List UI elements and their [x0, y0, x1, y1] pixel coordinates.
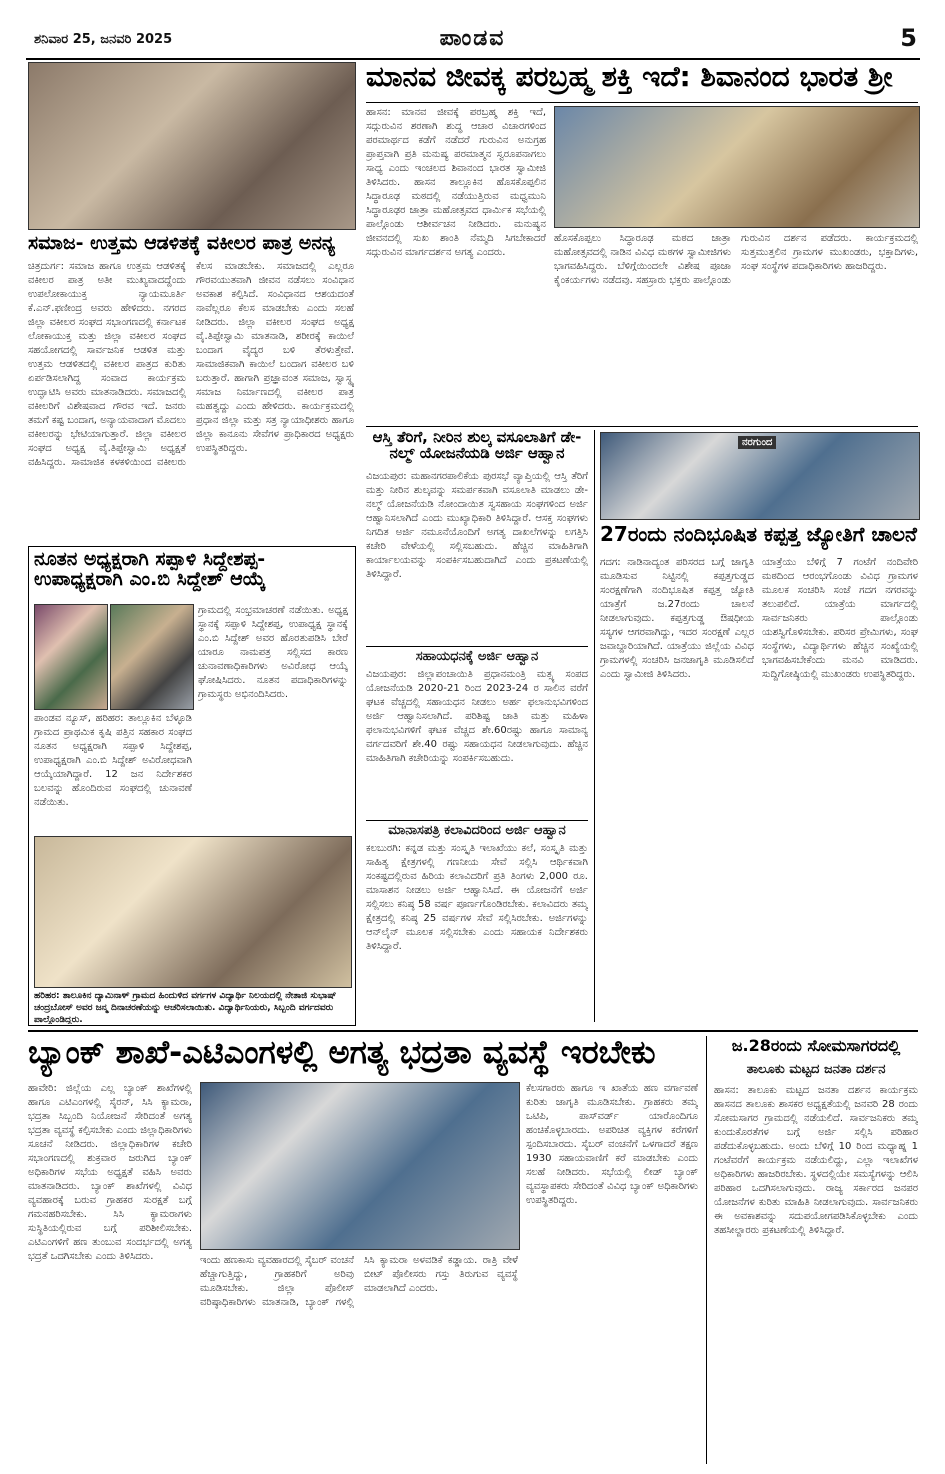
story3c-headline: ಮಾನಾಸಪತ್ರಿ ಕಲಾವಿದರಿಂದ ಅರ್ಜಿ ಆಹ್ವಾನ — [388, 823, 566, 838]
story2-body-right: ಹೊಸಕೊಪ್ಪಲು ಸಿದ್ಧಾರೂಢ ಮಠದ ಜಾತ್ರಾ ಮಹೋತ್ಸವದಲ್ಲಿ ನಾಡಿನ ವಿವಿಧ ಮಠಗಳ ಸ್ವಾಮೀಜಿಗಳು ಭಾಗವಹಿಸಿದ್ದರು. ಬೆಳಿಗ್ಗೆಯಿಂದಲೇ ವಿಶೇಷ ಪೂಜಾ ಕೈಂಕರ್ಯಗಳು ನಡೆದವು. ಸಹಸ್ರಾರು ಭಕ್ತರು ಪಾಲ್ಗೊಂಡು ಗುರುವಿನ ದರ್ಶನ ಪಡೆದರು. ಕಾರ್ಯಕ್ರಮದಲ್ಲಿ ಸುತ್ತಮುತ್ತಲಿನ ಗ್ರಾಮಗಳ ಮುಖಂಡರು, ಭಕ್ತಾದಿಗಳು, ಸಂಘ ಸಂಸ್ಥೆಗಳ ಪದಾಧಿಕಾರಿಗಳು ಹಾಜರಿದ್ದರು. — [554, 233, 918, 286]
section-rule — [28, 1030, 918, 1032]
story6-body-right: ಯಾತ್ರೆಯು ಬೆಳಿಗ್ಗೆ 7 ಗಂಟೆಗೆ ನಂದಿವೇರಿ ಮಠದಿಂದ ಆರಂಭಗೊಂಡು ವಿವಿಧ ಗ್ರಾಮಗಳ ಮೂಲಕ ಸಂಚರಿಸಿ ಸಂಜೆ ಗದಗ ನಗರವನ್ನು ತಲುಪಲಿದೆ. ಯಾತ್ರೆಯ ಮಾರ್ಗದಲ್ಲಿ ಸಾರ್ವಜನಿಕರು ಪಾಲ್ಗೊಂಡು ಯಶಸ್ವಿಗೊಳಿಸಬೇಕು. ಪರಿಸರ ಪ್ರೇಮಿಗಳು, ಸಂಘ ಸಂಸ್ಥೆಗಳು, ವಿದ್ಯಾರ್ಥಿಗಳು ಹೆಚ್ಚಿನ ಸಂಖ್ಯೆಯಲ್ಲಿ ಭಾಗವಹಿಸಬೇಕೆಂದು ಮನವಿ ಮಾಡಿದರು. ಸುದ್ದಿಗೋಷ್ಠಿಯಲ್ಲಿ ಮುಖಂಡರು ಉಪಸ್ಥಿತರಿದ್ದರು. — [762, 557, 918, 680]
divider — [366, 820, 588, 821]
story7-body-mid: ಇಂದು ಹಣಕಾಸು ವ್ಯವಹಾರದಲ್ಲಿ ಸೈಬರ್ ವಂಚನೆ ಹೆಚ್ಚಾಗುತ್ತಿದ್ದು, ಗ್ರಾಹಕರಿಗೆ ಅರಿವು ಮೂಡಿಸಬೇಕು. ಜಿಲ್ಲಾ ಪೊಲೀಸ್ ವರಿಷ್ಠಾಧಿಕಾರಿಗಳು ಮಾತನಾಡಿ, ಬ್ಯಾಂಕ್ ಗಳಲ್ಲಿ ಸಿಸಿ ಕ್ಯಾಮರಾ ಅಳವಡಿಕೆ ಕಡ್ಡಾಯ. ರಾತ್ರಿ ವೇಳೆ ಬೀಟ್ ಪೊಲೀಸರು ಗಸ್ತು ತಿರುಗುವ ವ್ಯವಸ್ಥೆ ಮಾಡಲಾಗಿದೆ ಎಂದರು. — [200, 1255, 518, 1308]
photo-location-label: ನರಗುಂದ — [738, 436, 776, 449]
story2-headline: ಮಾನವ ಜೀವಕ್ಕ ಪರಬ್ರಹ್ಮ ಶಕ್ತಿ ಇದೆ: ಶಿವಾನಂದ ಭಾರತ ಶ್ರೀ — [366, 60, 893, 93]
story3b-headline: ಸಹಾಯಧನಕ್ಕೆ ಅರ್ಜಿ ಆಹ್ವಾನ — [415, 649, 539, 664]
story8-subhead: ತಾಲೂಕು ಮಟ್ಟದ ಜನತಾ ದರ್ಶನ — [746, 1062, 886, 1077]
story3b-body: ವಿಜಯಪುರ: ಜಿಲ್ಲಾಪಂಚಾಯಿತಿ ಪ್ರಧಾನಮಂತ್ರಿ ಮತ್ಸ್ಯ ಸಂಪದ ಯೋಜನೆಯಡಿ 2020-21 ರಿಂದ 2023-24 ರ ಸಾಲಿನ ವರೆಗೆ ಘಟಕ ವೆಚ್ಚದಲ್ಲಿ ಸಹಾಯಧನ ನೀಡಲು ಅರ್ಹ ಫಲಾನುಭವಿಗಳಿಂದ ಅರ್ಜಿ ಆಹ್ವಾನಿಸಲಾಗಿದೆ. ಪರಿಶಿಷ್ಟ ಜಾತಿ ಮತ್ತು ಮಹಿಳಾ ಫಲಾನುಭವಿಗಳಿಗೆ ಘಟಕ ವೆಚ್ಚದ ಶೇ.60ರಷ್ಟು ಹಾಗೂ ಸಾಮಾನ್ಯ ವರ್ಗದವರಿಗೆ ಶೇ.40 ರಷ್ಟು ಸಹಾಯಧನ ನೀಡಲಾಗುವುದು. ಹೆಚ್ಚಿನ ಮಾಹಿತಿಗಾಗಿ ಕಚೇರಿಯನ್ನು ಸಂಪರ್ಕಿಸಬಹುದು. — [366, 669, 588, 764]
story8-headline: ಜ.28ರಂದು ಸೋಮಸಾಗರದಲ್ಲಿ — [731, 1036, 901, 1055]
column-divider — [706, 1036, 707, 1464]
event-photo-students — [34, 836, 352, 988]
column-divider — [594, 430, 595, 1022]
meeting-photo-bank-officials — [200, 1082, 520, 1250]
issue-date: ಶನಿವಾರ 25, ಜನವರಿ 2025 — [34, 32, 173, 47]
page-number: 5 — [900, 24, 917, 52]
story2-body-left: ಹಾಸನ: ಮಾನವ ಜೀವಕ್ಕೆ ಪರಬ್ರಹ್ಮ ಶಕ್ತಿ ಇದೆ, ಸದ್ಗುರುವಿನ ಶರಣಾಗಿ ಶುದ್ಧ ಆಚಾರ ವಿಚಾರಗಳಿಂದ ಪರಮಾರ್ಥದ ಕಡೆಗೆ ನಡೆದರೆ ಗುರುವಿನ ಅನುಗ್ರಹ ಪ್ರಾಪ್ತವಾಗಿ ಪ್ರತಿ ಮನುಷ್ಯ ಪರಮಾತ್ಮನ ಸ್ವರೂಪನಾಗಲು ಸಾಧ್ಯ ಎಂದು ಇಂಚಲದ ಶಿವಾನಂದ ಭಾರತ ಸ್ವಾಮೀಜಿ ತಿಳಿಸಿದರು. ಹಾಸನ ತಾಲ್ಲೂಕಿನ ಹೊಸಕೊಪ್ಪಲಿನ ಸಿದ್ಧಾರೂಢ ಮಠದಲ್ಲಿ ನಡೆಯುತ್ತಿರುವ ಮಧ್ವಮುನಿ ಸಿದ್ಧಾರೂಢರ ಜಾತ್ರಾ ಮಹೋತ್ಸವದ ಧಾರ್ಮಿಕ ಸಭೆಯಲ್ಲಿ ಪಾಲ್ಗೊಂಡು ಆಶೀರ್ವಚನ ನೀಡಿದರು. ಮನುಷ್ಯನ ಜೀವನದಲ್ಲಿ ಸುಖ ಶಾಂತಿ ನೆಮ್ಮದಿ ಸಿಗಬೇಕಾದರೆ ಸದ್ಗುರುವಿನ ಮಾರ್ಗದರ್ಶನ ಅಗತ್ಯ ಎಂದರು. — [366, 107, 546, 258]
divider — [366, 426, 918, 427]
story5-caption: ಹರಿಹರ: ತಾಲೂಕಿನ ದ್ಯಾಮಿನಾಳ್ ಗ್ರಾಮದ ಹಿಂದುಳಿದ ವರ್ಗಗಳ ವಿದ್ಯಾರ್ಥಿ ನಿಲಯದಲ್ಲಿ ನೇತಾಜಿ ಸುಭಾಷ್ ಚಂದ್ರಬೋಸ್ ಅವರ ಜನ್ಮ ದಿನಾಚರಣೆಯನ್ನು ಆಚರಿಸಲಾಯಿತು. ವಿದ್ಯಾರ್ಥಿನಿಯರು, ಸಿಬ್ಬಂದಿ ವರ್ಗದವರು ಪಾಲ್ಗೊಂಡಿದ್ದರು. — [34, 991, 337, 1024]
event-photo-lawyers — [28, 62, 356, 230]
story6-body-left: ಗದಗ: ನಾಡಿನಾದ್ಯಂತ ಪರಿಸರದ ಬಗ್ಗೆ ಜಾಗೃತಿ ಮೂಡಿಸುವ ನಿಟ್ಟಿನಲ್ಲಿ ಕಪ್ಪತ್ತಗುಡ್ಡದ ಸಂರಕ್ಷಣೆಗಾಗಿ ನಂದಿಭೂಷಿತ ಕಪ್ಪತ್ತ ಜ್ಯೋತಿ ಯಾತ್ರೆಗೆ ಜ.27ರಂದು ಚಾಲನೆ ನೀಡಲಾಗುವುದು. ಕಪ್ಪತ್ತಗುಡ್ಡ ಔಷಧೀಯ ಸಸ್ಯಗಳ ಆಗರವಾಗಿದ್ದು, ಇದರ ಸಂರಕ್ಷಣೆ ಎಲ್ಲರ ಜವಾಬ್ದಾರಿಯಾಗಿದೆ. ಯಾತ್ರೆಯು ಜಿಲ್ಲೆಯ ವಿವಿಧ ಗ್ರಾಮಗಳಲ್ಲಿ ಸಂಚರಿಸಿ ಜನಜಾಗೃತಿ ಮೂಡಿಸಲಿದೆ ಎಂದು ಸ್ವಾಮೀಜಿ ತಿಳಿಸಿದರು. — [600, 557, 754, 680]
story4-body-left: ಪಾಂಡವ ನ್ಯೂಸ್, ಹರಿಹರ: ತಾಲ್ಲೂಕಿನ ಬೆಳ್ಳೂಡಿ ಗ್ರಾಮದ ಪ್ರಾಥಮಿಕ ಕೃಷಿ ಪತ್ತಿನ ಸಹಕಾರ ಸಂಘದ ನೂತನ ಅಧ್ಯಕ್ಷರಾಗಿ ಸಪ್ಪಾಳಿ ಸಿದ್ದೇಶಪ್ಪ, ಉಪಾಧ್ಯಕ್ಷರಾಗಿ ಎಂ.ಬಿ ಸಿದ್ದೇಶ್ ಅವಿರೋಧವಾಗಿ ಆಯ್ಕೆಯಾಗಿದ್ದಾರೆ. 12 ಜನ ನಿರ್ದೇಶಕರ ಬಲವನ್ನು ಹೊಂದಿರುವ ಸಂಘದಲ್ಲಿ ಚುನಾವಣೆ ನಡೆಯಿತು. — [34, 713, 192, 808]
story4-headline: ನೂತನ ಅಧ್ಯಕ್ಷರಾಗಿ ಸಪ್ಪಾಳಿ ಸಿದ್ದೇಶಪ್ಪ- ಉಪಾಧ್ಯಕ್ಷರಾಗಿ ಎಂ.ಬಿ ಸಿದ್ದೇಶ್ ಆಯ್ಕೆ — [34, 548, 266, 590]
story7-body-right: ಕೆಲಸಗಾರರು ಹಾಗೂ ಇ ಖಾತೆಯ ಹಣ ವರ್ಗಾವಣೆ ಕುರಿತು ಜಾಗೃತಿ ಮೂಡಿಸಬೇಕು. ಗ್ರಾಹಕರು ತಮ್ಮ ಒಟಿಪಿ, ಪಾಸ್‌ವರ್ಡ್ ಯಾರೊಂದಿಗೂ ಹಂಚಿಕೊಳ್ಳಬಾರದು. ಅಪರಿಚಿತ ವ್ಯಕ್ತಿಗಳ ಕರೆಗಳಿಗೆ ಸ್ಪಂದಿಸಬಾರದು. ಸೈಬರ್ ವಂಚನೆಗೆ ಒಳಗಾದರೆ ತಕ್ಷಣ 1930 ಸಹಾಯವಾಣಿಗೆ ಕರೆ ಮಾಡಬೇಕು ಎಂದು ಸಲಹೆ ನೀಡಿದರು. ಸಭೆಯಲ್ಲಿ ಲೀಡ್ ಬ್ಯಾಂಕ್ ವ್ಯವಸ್ಥಾಪಕರು ಸೇರಿದಂತೆ ವಿವಿಧ ಬ್ಯಾಂಕ್ ಅಧಿಕಾರಿಗಳು ಉಪಸ್ಥಿತರಿದ್ದರು. — [526, 1083, 698, 1206]
story7-body-left: ಹಾವೇರಿ: ಜಿಲ್ಲೆಯ ಎಲ್ಲ ಬ್ಯಾಂಕ್ ಶಾಖೆಗಳಲ್ಲಿ ಹಾಗೂ ಎಟಿಎಂಗಳಲ್ಲಿ ಸೈರನ್, ಸಿಸಿ ಕ್ಯಾಮರಾ, ಭದ್ರತಾ ಸಿಬ್ಬಂದಿ ನಿಯೋಜನೆ ಸೇರಿದಂತೆ ಅಗತ್ಯ ಭದ್ರತಾ ವ್ಯವಸ್ಥೆ ಕಲ್ಪಿಸಬೇಕು ಎಂದು ಜಿಲ್ಲಾಧಿಕಾರಿಗಳು ಸೂಚನೆ ನೀಡಿದರು. ಜಿಲ್ಲಾಧಿಕಾರಿಗಳ ಕಚೇರಿ ಸಭಾಂಗಣದಲ್ಲಿ ಶುಕ್ರವಾರ ಜರುಗಿದ ಬ್ಯಾಂಕ್ ಅಧಿಕಾರಿಗಳ ಸಭೆಯ ಅಧ್ಯಕ್ಷತೆ ವಹಿಸಿ ಅವರು ಮಾತನಾಡಿದರು. ಬ್ಯಾಂಕ್ ಶಾಖೆಗಳಲ್ಲಿ ವಿವಿಧ ವ್ಯವಹಾರಕ್ಕೆ ಬರುವ ಗ್ರಾಹಕರ ಸುರಕ್ಷತೆ ಬಗ್ಗೆ ಗಮನಹರಿಸಬೇಕು. ಸಿಸಿ ಕ್ಯಾಮರಾಗಳು ಸುಸ್ಥಿತಿಯಲ್ಲಿರುವ ಬಗ್ಗೆ ಪರಿಶೀಲಿಸಬೇಕು. ಎಟಿಎಂಗಳಿಗೆ ಹಣ ತುಂಬುವ ಸಂದರ್ಭದಲ್ಲಿ ಅಗತ್ಯ ಭದ್ರತೆ ಒದಗಿಸಬೇಕು ಎಂದು ತಿಳಿಸಿದರು. — [28, 1083, 192, 1262]
event-photo-swamiji — [554, 106, 920, 228]
story4-body-right: ಗ್ರಾಮದಲ್ಲಿ ಸಂಭ್ರಮಾಚರಣೆ ನಡೆಯಿತು. ಅಧ್ಯಕ್ಷ ಸ್ಥಾನಕ್ಕೆ ಸಪ್ಪಾಳಿ ಸಿದ್ದೇಶಪ್ಪ, ಉಪಾಧ್ಯಕ್ಷ ಸ್ಥಾನಕ್ಕೆ ಎಂ.ಬಿ ಸಿದ್ದೇಶ್ ಅವರ ಹೊರತುಪಡಿಸಿ ಬೇರೆ ಯಾರೂ ನಾಮಪತ್ರ ಸಲ್ಲಿಸದ ಕಾರಣ ಚುನಾವಣಾಧಿಕಾರಿಗಳು ಅವಿರೋಧ ಆಯ್ಕೆ ಘೋಷಿಸಿದರು. ನೂತನ ಪದಾಧಿಕಾರಿಗಳನ್ನು ಗ್ರಾಮಸ್ಥರು ಅಭಿನಂದಿಸಿದರು. — [198, 605, 348, 700]
portrait-president — [34, 604, 108, 710]
story3-body: ವಿಜಯಪುರ: ಮಹಾನಗರಪಾಲಿಕೆಯ ಪುರಸಭೆ ವ್ಯಾಪ್ತಿಯಲ್ಲಿ ಆಸ್ತಿ ತೆರಿಗೆ ಮತ್ತು ನೀರಿನ ಶುಲ್ಕವನ್ನು ಸಮರ್ಪಕವಾಗಿ ವಸೂಲಾತಿ ಮಾಡಲು ಡೇ-ನಲ್ಮ್ ಯೋಜನೆಯಡಿ ನೋಂದಾಯಿತ ಸ್ವಸಹಾಯ ಸಂಘಗಳಿಂದ ಅರ್ಜಿ ಆಹ್ವಾನಿಸಲಾಗಿದೆ ಎಂದು ಮುಖ್ಯಾಧಿಕಾರಿ ತಿಳಿಸಿದ್ದಾರೆ. ಆಸಕ್ತ ಸಂಘಗಳು ನಿಗದಿತ ಅರ್ಜಿ ನಮೂನೆಯೊಂದಿಗೆ ಅಗತ್ಯ ದಾಖಲೆಗಳನ್ನು ಲಗತ್ತಿಸಿ ಕಚೇರಿ ವೇಳೆಯಲ್ಲಿ ಸಲ್ಲಿಸಬಹುದು. ಹೆಚ್ಚಿನ ಮಾಹಿತಿಗಾಗಿ ಕಾರ್ಯಾಲಯವನ್ನು ಸಂಪರ್ಕಿಸಬಹುದಾಗಿದೆ ಎಂದು ಪ್ರಕಟಣೆಯಲ್ಲಿ ತಿಳಿಸಿದ್ದಾರೆ. — [366, 471, 588, 580]
story1-headline: ಸಮಾಜ- ಉತ್ತಮ ಆಡಳಿತಕ್ಕೆ ವಕೀಲರ ಪಾತ್ರ ಅನನ್ಯ — [28, 232, 336, 254]
portrait-vice-president — [110, 604, 194, 710]
story3-headline: ಆಸ್ತಿ ತೆರಿಗೆ, ನೀರಿನ ಶುಲ್ಕ ವಸೂಲಾತಿಗೆ ಡೇ-ನಲ್ಮ್ ಯೋಜನೆಯಡಿ ಅರ್ಜಿ ಆಹ್ವಾನ — [372, 428, 582, 462]
divider — [366, 102, 918, 103]
story3c-body: ಕಲಬುರಗಿ: ಕನ್ನಡ ಮತ್ತು ಸಂಸ್ಕೃತಿ ಇಲಾಖೆಯು ಕಲೆ, ಸಂಸ್ಕೃತಿ ಮತ್ತು ಸಾಹಿತ್ಯ ಕ್ಷೇತ್ರಗಳಲ್ಲಿ ಗಣನೀಯ ಸೇವೆ ಸಲ್ಲಿಸಿ ಆರ್ಥಿಕವಾಗಿ ಸಂಕಷ್ಟದಲ್ಲಿರುವ ಹಿರಿಯ ಕಲಾವಿದರಿಗೆ ಪ್ರತಿ ತಿಂಗಳು 2,000 ರೂ. ಮಾಸಾಶನ ನೀಡಲು ಅರ್ಜಿ ಆಹ್ವಾನಿಸಿದೆ. ಈ ಯೋಜನೆಗೆ ಅರ್ಜಿ ಸಲ್ಲಿಸಲು ಕನಿಷ್ಠ 58 ವರ್ಷ ಪೂರ್ಣಗೊಂಡಿರಬೇಕು. ಕಲಾವಿದರು ತಮ್ಮ ಕ್ಷೇತ್ರದಲ್ಲಿ ಕನಿಷ್ಠ 25 ವರ್ಷಗಳ ಸೇವೆ ಸಲ್ಲಿಸಿರಬೇಕು. ಅರ್ಜಿಗಳನ್ನು ಆನ್‌ಲೈನ್ ಮೂಲಕ ಸಲ್ಲಿಸಬೇಕು ಎಂದು ಸಹಾಯಕ ನಿರ್ದೇಶಕರು ತಿಳಿಸಿದ್ದಾರೆ. — [366, 843, 588, 952]
story7-headline: ಬ್ಯಾಂಕ್ ಶಾಖೆ-ಎಟಿಎಂಗಳಲ್ಲಿ ಅಗತ್ಯ ಭದ್ರತಾ ವ್ಯವಸ್ಥೆ ಇರಬೇಕು — [28, 1033, 656, 1071]
newspaper-title: ಪಾಂಡವ — [439, 26, 506, 51]
story1-body: ಚಿತ್ರದುರ್ಗ: ಸಮಾಜ ಹಾಗೂ ಉತ್ತಮ ಆಡಳಿತಕ್ಕೆ ವಕೀಲರ ಪಾತ್ರ ಅತೀ ಮುಖ್ಯವಾದದ್ದೆಂದು ಉಪಲೋಕಾಯುಕ್ತ ನ್ಯಾಯಮೂರ್ತಿ ಕೆ.ಎನ್.ಫಣೀಂದ್ರ ಅವರು ಹೇಳಿದರು. ನಗರದ ಜಿಲ್ಲಾ ವಕೀಲರ ಸಂಘದ ಸಭಾಂಗಣದಲ್ಲಿ ಕರ್ನಾಟಕ ಲೋಕಾಯುಕ್ತ ಮತ್ತು ಜಿಲ್ಲಾ ವಕೀಲರ ಸಂಘದ ಸಹಯೋಗದಲ್ಲಿ ಸಾರ್ವಜನಿಕ ಆಡಳಿತ ಮತ್ತು ಉತ್ತಮ ಆಡಳಿತದಲ್ಲಿ ವಕೀಲರ ಪಾತ್ರದ ಕುರಿತು ಏರ್ಪಡಿಸಲಾಗಿದ್ದ ಸಂವಾದ ಕಾರ್ಯಕ್ರಮ ಉದ್ಘಾಟಿಸಿ ಅವರು ಮಾತನಾಡಿದರು. ಸಮಾಜದಲ್ಲಿ ವಕೀಲರಿಗೆ ವಿಶೇಷವಾದ ಗೌರವ ಇದೆ. ಜನರು ತಮಗೆ ಕಷ್ಟ ಬಂದಾಗ, ಅನ್ಯಾಯವಾದಾಗ ಮೊದಲು ವಕೀಲರನ್ನು ಭೇಟಿಯಾಗುತ್ತಾರೆ. ಜಿಲ್ಲಾ ವಕೀಲರ ಸಂಘದ ಅಧ್ಯಕ್ಷ ವೈ.ತಿಪ್ಪೇಸ್ವಾಮಿ ಅಧ್ಯಕ್ಷತೆ ವಹಿಸಿದ್ದರು. ಸಾಮಾಜಿಕ ಕಳಕಳಿಯಿಂದ ವಕೀಲರು ಕೆಲಸ ಮಾಡಬೇಕು. ಸಮಾಜದಲ್ಲಿ ಎಲ್ಲರೂ ಗೌರವಯುತವಾಗಿ ಜೀವನ ನಡೆಸಲು ಸಂವಿಧಾನ ಅವಕಾಶ ಕಲ್ಪಿಸಿದೆ. ಸಂವಿಧಾನದ ಆಶಯದಂತೆ ನಾವೆಲ್ಲರೂ ಕೆಲಸ ಮಾಡಬೇಕು ಎಂದು ಸಲಹೆ ನೀಡಿದರು. ಜಿಲ್ಲಾ ವಕೀಲರ ಸಂಘದ ಅಧ್ಯಕ್ಷ ವೈ.ತಿಪ್ಪೇಸ್ವಾಮಿ ಮಾತನಾಡಿ, ಶರೀರಕ್ಕೆ ಕಾಯಿಲೆ ಬಂದಾಗ ವೈದ್ಯರ ಬಳಿ ತೆರಳುತ್ತೇವೆ. ಸಾಮಾಜಿಕವಾಗಿ ಕಾಯಿಲೆ ಬಂದಾಗ ವಕೀಲರ ಬಳಿ ಬರುತ್ತಾರೆ. ಹಾಗಾಗಿ ಪ್ರಜ್ಞಾವಂತ ಸಮಾಜ, ಸ್ವಾಸ್ಥ್ಯ ಸಮಾಜ ನಿರ್ಮಾಣದಲ್ಲಿ ವಕೀಲರ ಪಾತ್ರ ಮಹತ್ವದ್ದು ಎಂದು ಹೇಳಿದರು. ಕಾರ್ಯಕ್ರಮದಲ್ಲಿ ಪ್ರಧಾನ ಜಿಲ್ಲಾ ಮತ್ತು ಸತ್ರ ನ್ಯಾಯಾಧೀಶರು ಹಾಗೂ ಜಿಲ್ಲಾ ಕಾನೂನು ಸೇವೆಗಳ ಪ್ರಾಧಿಕಾರದ ಅಧ್ಯಕ್ಷರು ಉಪಸ್ಥಿತರಿದ್ದರು. — [28, 261, 354, 468]
divider — [366, 646, 588, 647]
story6-headline: 27ರಂದು ನಂದಿಭೂಷಿತ ಕಪ್ಪತ್ತ ಜ್ಯೋತಿಗೆ ಚಾಲನೆ — [600, 522, 917, 546]
story8-body: ಹಾಸನ: ತಾಲೂಕು ಮಟ್ಟದ ಜನತಾ ದರ್ಶನ ಕಾರ್ಯಕ್ರಮ ಹಾಸನದ ತಾಲೂಕು ಶಾಸಕರ ಅಧ್ಯಕ್ಷತೆಯಲ್ಲಿ ಜನವರಿ 28 ರಂದು ಸೋಮಸಾಗರ ಗ್ರಾಮದಲ್ಲಿ ನಡೆಯಲಿದೆ. ಸಾರ್ವಜನಿಕರು ತಮ್ಮ ಕುಂದುಕೊರತೆಗಳ ಬಗ್ಗೆ ಅರ್ಜಿ ಸಲ್ಲಿಸಿ ಪರಿಹಾರ ಪಡೆದುಕೊಳ್ಳಬಹುದು. ಅಂದು ಬೆಳಿಗ್ಗೆ 10 ರಿಂದ ಮಧ್ಯಾಹ್ನ 1 ಗಂಟೆವರೆಗೆ ಕಾರ್ಯಕ್ರಮ ನಡೆಯಲಿದ್ದು, ಎಲ್ಲಾ ಇಲಾಖೆಗಳ ಅಧಿಕಾರಿಗಳು ಹಾಜರಿರಬೇಕು. ಸ್ಥಳದಲ್ಲಿಯೇ ಸಮಸ್ಯೆಗಳನ್ನು ಆಲಿಸಿ ಪರಿಹಾರ ಒದಗಿಸಲಾಗುವುದು. ರಾಜ್ಯ ಸರ್ಕಾರದ ಜನಪರ ಯೋಜನೆಗಳ ಕುರಿತು ಮಾಹಿತಿ ನೀಡಲಾಗುವುದು. ಸಾರ್ವಜನಿಕರು ಈ ಅವಕಾಶವನ್ನು ಸದುಪಯೋಗಪಡಿಸಿಕೊಳ್ಳಬೇಕು ಎಂದು ತಹಸೀಲ್ದಾರರು ಪ್ರಕಟಣೆಯಲ್ಲಿ ತಿಳಿಸಿದ್ದಾರೆ. — [714, 1085, 918, 1236]
